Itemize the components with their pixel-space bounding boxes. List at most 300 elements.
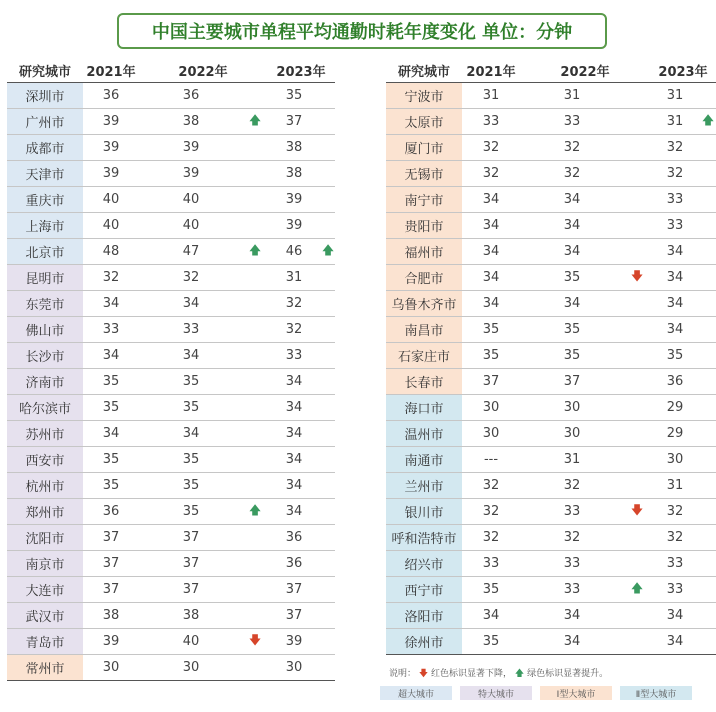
value-2023: 29 bbox=[650, 395, 700, 421]
value-2021: 37 bbox=[83, 577, 139, 603]
trend-2023 bbox=[700, 629, 716, 655]
value-2022: 32 bbox=[520, 525, 624, 551]
table-row bbox=[386, 161, 716, 187]
table-row bbox=[7, 265, 335, 291]
trend-2022 bbox=[624, 603, 650, 629]
table-row bbox=[386, 317, 716, 343]
value-2023: 34 bbox=[650, 239, 700, 265]
value-2021: 40 bbox=[83, 213, 139, 239]
value-2022: 35 bbox=[520, 343, 624, 369]
city-name: 南昌市 bbox=[386, 317, 462, 343]
value-2023: 32 bbox=[267, 317, 321, 343]
note-red-text: 红色标识显著下降， bbox=[431, 669, 513, 679]
value-2022: 32 bbox=[520, 135, 624, 161]
trend-2022 bbox=[243, 161, 267, 187]
table-row bbox=[7, 577, 335, 603]
trend-2023 bbox=[700, 187, 716, 213]
legend-note bbox=[389, 666, 608, 682]
table-row bbox=[386, 551, 716, 577]
trend-2023 bbox=[700, 551, 716, 577]
value-2021: 35 bbox=[462, 317, 520, 343]
trend-2023 bbox=[700, 421, 716, 447]
value-2021: 31 bbox=[462, 83, 520, 109]
trend-2022 bbox=[243, 655, 267, 681]
trend-2022 bbox=[624, 369, 650, 395]
value-2022: 32 bbox=[520, 161, 624, 187]
value-2023: 31 bbox=[267, 265, 321, 291]
value-2023: 39 bbox=[267, 213, 321, 239]
value-2021: 32 bbox=[462, 473, 520, 499]
trend-2023 bbox=[321, 317, 335, 343]
note-green-text: 绿色标识显著提升。 bbox=[527, 669, 609, 679]
value-2023: 33 bbox=[650, 551, 700, 577]
header-2021: 2021年 bbox=[462, 58, 520, 83]
table-row bbox=[7, 655, 335, 681]
value-2022: 37 bbox=[139, 577, 243, 603]
city-name: 昆明市 bbox=[7, 265, 83, 291]
trend-2023 bbox=[700, 473, 716, 499]
city-name: 乌鲁木齐市 bbox=[386, 291, 462, 317]
value-2021: 39 bbox=[83, 109, 139, 135]
value-2023: 39 bbox=[267, 629, 321, 655]
table-row bbox=[7, 83, 335, 109]
value-2022: 37 bbox=[520, 369, 624, 395]
city-name: 徐州市 bbox=[386, 629, 462, 655]
value-2023: 37 bbox=[267, 109, 321, 135]
trend-2022 bbox=[624, 343, 650, 369]
trend-2022 bbox=[243, 109, 267, 135]
table-row bbox=[7, 629, 335, 655]
table-row bbox=[386, 343, 716, 369]
trend-2022 bbox=[624, 239, 650, 265]
value-2023: 32 bbox=[267, 291, 321, 317]
value-2023: 31 bbox=[650, 473, 700, 499]
city-name: 佛山市 bbox=[7, 317, 83, 343]
value-2023: 39 bbox=[267, 187, 321, 213]
trend-2022 bbox=[624, 109, 650, 135]
value-2023: 38 bbox=[267, 161, 321, 187]
city-name: 福州市 bbox=[386, 239, 462, 265]
city-name: 呼和浩特市 bbox=[386, 525, 462, 551]
city-name: 宁波市 bbox=[386, 83, 462, 109]
city-name: 西宁市 bbox=[386, 577, 462, 603]
table-row bbox=[386, 603, 716, 629]
header-2023: 2023年 bbox=[650, 58, 716, 83]
value-2022: 40 bbox=[139, 213, 243, 239]
trend-2022 bbox=[624, 291, 650, 317]
city-name: 无锡市 bbox=[386, 161, 462, 187]
value-2021: 32 bbox=[462, 161, 520, 187]
city-name: 重庆市 bbox=[7, 187, 83, 213]
city-name: 合肥市 bbox=[386, 265, 462, 291]
city-name: 太原市 bbox=[386, 109, 462, 135]
value-2022: 33 bbox=[520, 551, 624, 577]
arrow-up-icon: 🡅 bbox=[321, 243, 335, 257]
trend-2022 bbox=[243, 421, 267, 447]
value-2023: 33 bbox=[650, 213, 700, 239]
arrow-down-icon: 🡇 bbox=[630, 269, 644, 283]
trend-2022 bbox=[243, 213, 267, 239]
city-name: 郑州市 bbox=[7, 499, 83, 525]
table-row bbox=[386, 629, 716, 655]
table-row bbox=[386, 395, 716, 421]
city-name: 济南市 bbox=[7, 369, 83, 395]
trend-2022 bbox=[624, 265, 650, 291]
value-2022: 33 bbox=[520, 109, 624, 135]
table-row bbox=[7, 395, 335, 421]
value-2022: 39 bbox=[139, 135, 243, 161]
value-2021: 33 bbox=[462, 109, 520, 135]
value-2021: 37 bbox=[462, 369, 520, 395]
trend-2023 bbox=[321, 239, 335, 265]
table-row bbox=[7, 525, 335, 551]
table-row bbox=[7, 239, 335, 265]
value-2022: 34 bbox=[520, 187, 624, 213]
value-2023: 31 bbox=[650, 109, 700, 135]
value-2023: 34 bbox=[650, 291, 700, 317]
table-row bbox=[7, 499, 335, 525]
table-row bbox=[7, 109, 335, 135]
value-2022: 39 bbox=[139, 161, 243, 187]
trend-2023 bbox=[321, 187, 335, 213]
city-name: 洛阳市 bbox=[386, 603, 462, 629]
value-2023: 32 bbox=[650, 161, 700, 187]
legend-item-type1: Ⅰ型大城市 bbox=[540, 686, 612, 700]
city-name: 青岛市 bbox=[7, 629, 83, 655]
header-2022: 2022年 bbox=[139, 58, 267, 83]
trend-2023 bbox=[321, 473, 335, 499]
trend-2023 bbox=[321, 447, 335, 473]
city-name: 苏州市 bbox=[7, 421, 83, 447]
header-2023: 2023年 bbox=[267, 58, 335, 83]
value-2021: 48 bbox=[83, 239, 139, 265]
value-2021: 33 bbox=[83, 317, 139, 343]
value-2021: 34 bbox=[83, 421, 139, 447]
value-2023: 34 bbox=[267, 499, 321, 525]
trend-2022 bbox=[624, 187, 650, 213]
trend-2022 bbox=[243, 187, 267, 213]
table-row bbox=[7, 135, 335, 161]
trend-2022 bbox=[243, 83, 267, 109]
value-2023: 36 bbox=[267, 551, 321, 577]
table-row bbox=[386, 109, 716, 135]
value-2023: 38 bbox=[267, 135, 321, 161]
city-name: 大连市 bbox=[7, 577, 83, 603]
trend-2023 bbox=[700, 499, 716, 525]
value-2023: 30 bbox=[267, 655, 321, 681]
value-2023: 34 bbox=[267, 421, 321, 447]
value-2021: 40 bbox=[83, 187, 139, 213]
arrow-up-icon: 🡅 bbox=[248, 243, 262, 257]
trend-2022 bbox=[624, 577, 650, 603]
table-row bbox=[7, 187, 335, 213]
table-row bbox=[7, 421, 335, 447]
city-name: 温州市 bbox=[386, 421, 462, 447]
table-row bbox=[7, 213, 335, 239]
value-2021: 30 bbox=[462, 421, 520, 447]
value-2021: 36 bbox=[83, 83, 139, 109]
city-name: 杭州市 bbox=[7, 473, 83, 499]
value-2022: 40 bbox=[139, 187, 243, 213]
trend-2022 bbox=[624, 83, 650, 109]
city-name: 石家庄市 bbox=[386, 343, 462, 369]
arrow-down-icon: 🡇 bbox=[418, 669, 429, 679]
trend-2023 bbox=[321, 499, 335, 525]
value-2022: 35 bbox=[139, 473, 243, 499]
value-2022: 32 bbox=[520, 473, 624, 499]
value-2021: 38 bbox=[83, 603, 139, 629]
value-2022: 34 bbox=[139, 291, 243, 317]
legend-item-super: 超大城市 bbox=[380, 686, 452, 700]
legend-item-mega: 特大城市 bbox=[460, 686, 532, 700]
trend-2022 bbox=[624, 629, 650, 655]
value-2021: 34 bbox=[462, 265, 520, 291]
value-2023: 34 bbox=[650, 317, 700, 343]
value-2021: 35 bbox=[83, 447, 139, 473]
trend-2023 bbox=[700, 83, 716, 109]
trend-2023 bbox=[321, 265, 335, 291]
value-2023: 36 bbox=[267, 525, 321, 551]
table-row bbox=[386, 577, 716, 603]
value-2022: 30 bbox=[139, 655, 243, 681]
header-city: 研究城市 bbox=[386, 58, 462, 83]
trend-2022 bbox=[243, 135, 267, 161]
trend-2023 bbox=[321, 343, 335, 369]
city-name: 银川市 bbox=[386, 499, 462, 525]
arrow-up-icon: 🡅 bbox=[514, 669, 525, 679]
trend-2023 bbox=[321, 109, 335, 135]
trend-2023 bbox=[700, 525, 716, 551]
table-row bbox=[7, 603, 335, 629]
trend-2023 bbox=[321, 551, 335, 577]
value-2021: 39 bbox=[83, 629, 139, 655]
value-2022: 38 bbox=[139, 109, 243, 135]
city-name: 武汉市 bbox=[7, 603, 83, 629]
city-name: 厦门市 bbox=[386, 135, 462, 161]
value-2023: 34 bbox=[650, 629, 700, 655]
table-row bbox=[7, 161, 335, 187]
city-name: 深圳市 bbox=[7, 83, 83, 109]
trend-2023 bbox=[700, 161, 716, 187]
table-row bbox=[386, 447, 716, 473]
value-2022: 34 bbox=[139, 421, 243, 447]
trend-2023 bbox=[700, 109, 716, 135]
city-name: 常州市 bbox=[7, 655, 83, 681]
city-name: 海口市 bbox=[386, 395, 462, 421]
trend-2022 bbox=[243, 265, 267, 291]
table-row bbox=[386, 473, 716, 499]
trend-2022 bbox=[624, 447, 650, 473]
value-2022: 35 bbox=[520, 317, 624, 343]
trend-2022 bbox=[243, 473, 267, 499]
trend-2023 bbox=[700, 239, 716, 265]
arrow-up-icon: 🡅 bbox=[630, 581, 644, 595]
value-2023: 32 bbox=[650, 135, 700, 161]
value-2021: 35 bbox=[83, 395, 139, 421]
value-2022: 35 bbox=[139, 369, 243, 395]
trend-2022 bbox=[243, 525, 267, 551]
header-2022: 2022年 bbox=[520, 58, 650, 83]
value-2021: 35 bbox=[83, 369, 139, 395]
arrow-up-icon: 🡅 bbox=[701, 113, 715, 127]
value-2022: 34 bbox=[520, 213, 624, 239]
trend-2023 bbox=[700, 395, 716, 421]
value-2023: 34 bbox=[267, 395, 321, 421]
city-name: 西安市 bbox=[7, 447, 83, 473]
trend-2022 bbox=[624, 135, 650, 161]
note-prefix: 说明： bbox=[389, 669, 417, 679]
arrow-up-icon: 🡅 bbox=[248, 113, 262, 127]
value-2021: 32 bbox=[462, 525, 520, 551]
trend-2023 bbox=[700, 213, 716, 239]
table-row bbox=[7, 317, 335, 343]
trend-2022 bbox=[243, 603, 267, 629]
city-name: 天津市 bbox=[7, 161, 83, 187]
value-2021: 39 bbox=[83, 135, 139, 161]
value-2021: 33 bbox=[462, 551, 520, 577]
value-2021: 34 bbox=[462, 187, 520, 213]
trend-2023 bbox=[321, 161, 335, 187]
table-row bbox=[386, 499, 716, 525]
city-name: 南通市 bbox=[386, 447, 462, 473]
value-2021: --- bbox=[462, 447, 520, 473]
trend-2022 bbox=[624, 421, 650, 447]
value-2023: 34 bbox=[267, 447, 321, 473]
table-body-right bbox=[386, 83, 716, 655]
table-body-left bbox=[7, 83, 335, 681]
value-2023: 46 bbox=[267, 239, 321, 265]
value-2022: 36 bbox=[139, 83, 243, 109]
value-2023: 35 bbox=[650, 343, 700, 369]
table-row bbox=[386, 187, 716, 213]
value-2022: 37 bbox=[139, 525, 243, 551]
value-2022: 35 bbox=[520, 265, 624, 291]
value-2021: 34 bbox=[462, 291, 520, 317]
value-2022: 40 bbox=[139, 629, 243, 655]
city-name: 南京市 bbox=[7, 551, 83, 577]
trend-2023 bbox=[321, 83, 335, 109]
table-row bbox=[7, 291, 335, 317]
table-header-row bbox=[386, 58, 716, 83]
value-2022: 34 bbox=[520, 629, 624, 655]
value-2023: 37 bbox=[267, 577, 321, 603]
value-2022: 31 bbox=[520, 447, 624, 473]
trend-2022 bbox=[243, 447, 267, 473]
trend-2022 bbox=[243, 395, 267, 421]
city-name: 兰州市 bbox=[386, 473, 462, 499]
trend-2023 bbox=[321, 629, 335, 655]
table-row bbox=[386, 239, 716, 265]
value-2021: 35 bbox=[462, 343, 520, 369]
table-row bbox=[386, 369, 716, 395]
table-row bbox=[386, 525, 716, 551]
trend-2023 bbox=[321, 421, 335, 447]
trend-2022 bbox=[243, 499, 267, 525]
trend-2022 bbox=[624, 499, 650, 525]
table-row bbox=[7, 551, 335, 577]
page-title: 中国主要城市单程平均通勤时耗年度变化 单位：分钟 bbox=[117, 13, 607, 49]
value-2021: 37 bbox=[83, 551, 139, 577]
value-2021: 32 bbox=[462, 135, 520, 161]
value-2022: 33 bbox=[520, 499, 624, 525]
value-2023: 37 bbox=[267, 603, 321, 629]
value-2023: 33 bbox=[650, 187, 700, 213]
trend-2022 bbox=[243, 317, 267, 343]
trend-2022 bbox=[243, 291, 267, 317]
value-2022: 34 bbox=[520, 291, 624, 317]
arrow-up-icon: 🡅 bbox=[248, 503, 262, 517]
value-2021: 34 bbox=[83, 343, 139, 369]
table-row bbox=[386, 421, 716, 447]
table-row bbox=[7, 447, 335, 473]
value-2022: 33 bbox=[520, 577, 624, 603]
city-category-legend bbox=[380, 686, 692, 700]
value-2021: 30 bbox=[83, 655, 139, 681]
trend-2023 bbox=[321, 135, 335, 161]
value-2022: 38 bbox=[139, 603, 243, 629]
value-2022: 33 bbox=[139, 317, 243, 343]
value-2021: 32 bbox=[83, 265, 139, 291]
value-2023: 35 bbox=[267, 83, 321, 109]
trend-2023 bbox=[700, 343, 716, 369]
value-2021: 36 bbox=[83, 499, 139, 525]
trend-2022 bbox=[624, 551, 650, 577]
value-2023: 29 bbox=[650, 421, 700, 447]
value-2021: 35 bbox=[83, 473, 139, 499]
city-name: 北京市 bbox=[7, 239, 83, 265]
trend-2023 bbox=[700, 317, 716, 343]
table-row bbox=[7, 369, 335, 395]
value-2022: 34 bbox=[139, 343, 243, 369]
value-2022: 47 bbox=[139, 239, 243, 265]
value-2022: 34 bbox=[520, 603, 624, 629]
value-2021: 35 bbox=[462, 577, 520, 603]
value-2021: 32 bbox=[462, 499, 520, 525]
trend-2023 bbox=[700, 447, 716, 473]
value-2023: 34 bbox=[650, 603, 700, 629]
value-2021: 30 bbox=[462, 395, 520, 421]
trend-2022 bbox=[624, 473, 650, 499]
trend-2022 bbox=[243, 369, 267, 395]
trend-2022 bbox=[243, 343, 267, 369]
trend-2023 bbox=[321, 525, 335, 551]
trend-2023 bbox=[321, 213, 335, 239]
value-2022: 31 bbox=[520, 83, 624, 109]
city-name: 广州市 bbox=[7, 109, 83, 135]
table-row bbox=[386, 213, 716, 239]
city-name: 沈阳市 bbox=[7, 525, 83, 551]
city-name: 长春市 bbox=[386, 369, 462, 395]
city-name: 东莞市 bbox=[7, 291, 83, 317]
value-2023: 34 bbox=[267, 369, 321, 395]
value-2021: 35 bbox=[462, 629, 520, 655]
city-name: 长沙市 bbox=[7, 343, 83, 369]
value-2021: 34 bbox=[462, 213, 520, 239]
value-2023: 32 bbox=[650, 499, 700, 525]
value-2022: 34 bbox=[520, 239, 624, 265]
trend-2023 bbox=[700, 135, 716, 161]
value-2022: 30 bbox=[520, 421, 624, 447]
arrow-down-icon: 🡇 bbox=[248, 633, 262, 647]
trend-2023 bbox=[700, 265, 716, 291]
city-name: 南宁市 bbox=[386, 187, 462, 213]
value-2021: 34 bbox=[83, 291, 139, 317]
value-2021: 37 bbox=[83, 525, 139, 551]
value-2022: 35 bbox=[139, 499, 243, 525]
city-name: 绍兴市 bbox=[386, 551, 462, 577]
legend-item-type2: Ⅱ型大城市 bbox=[620, 686, 692, 700]
table-header-row bbox=[7, 58, 335, 83]
